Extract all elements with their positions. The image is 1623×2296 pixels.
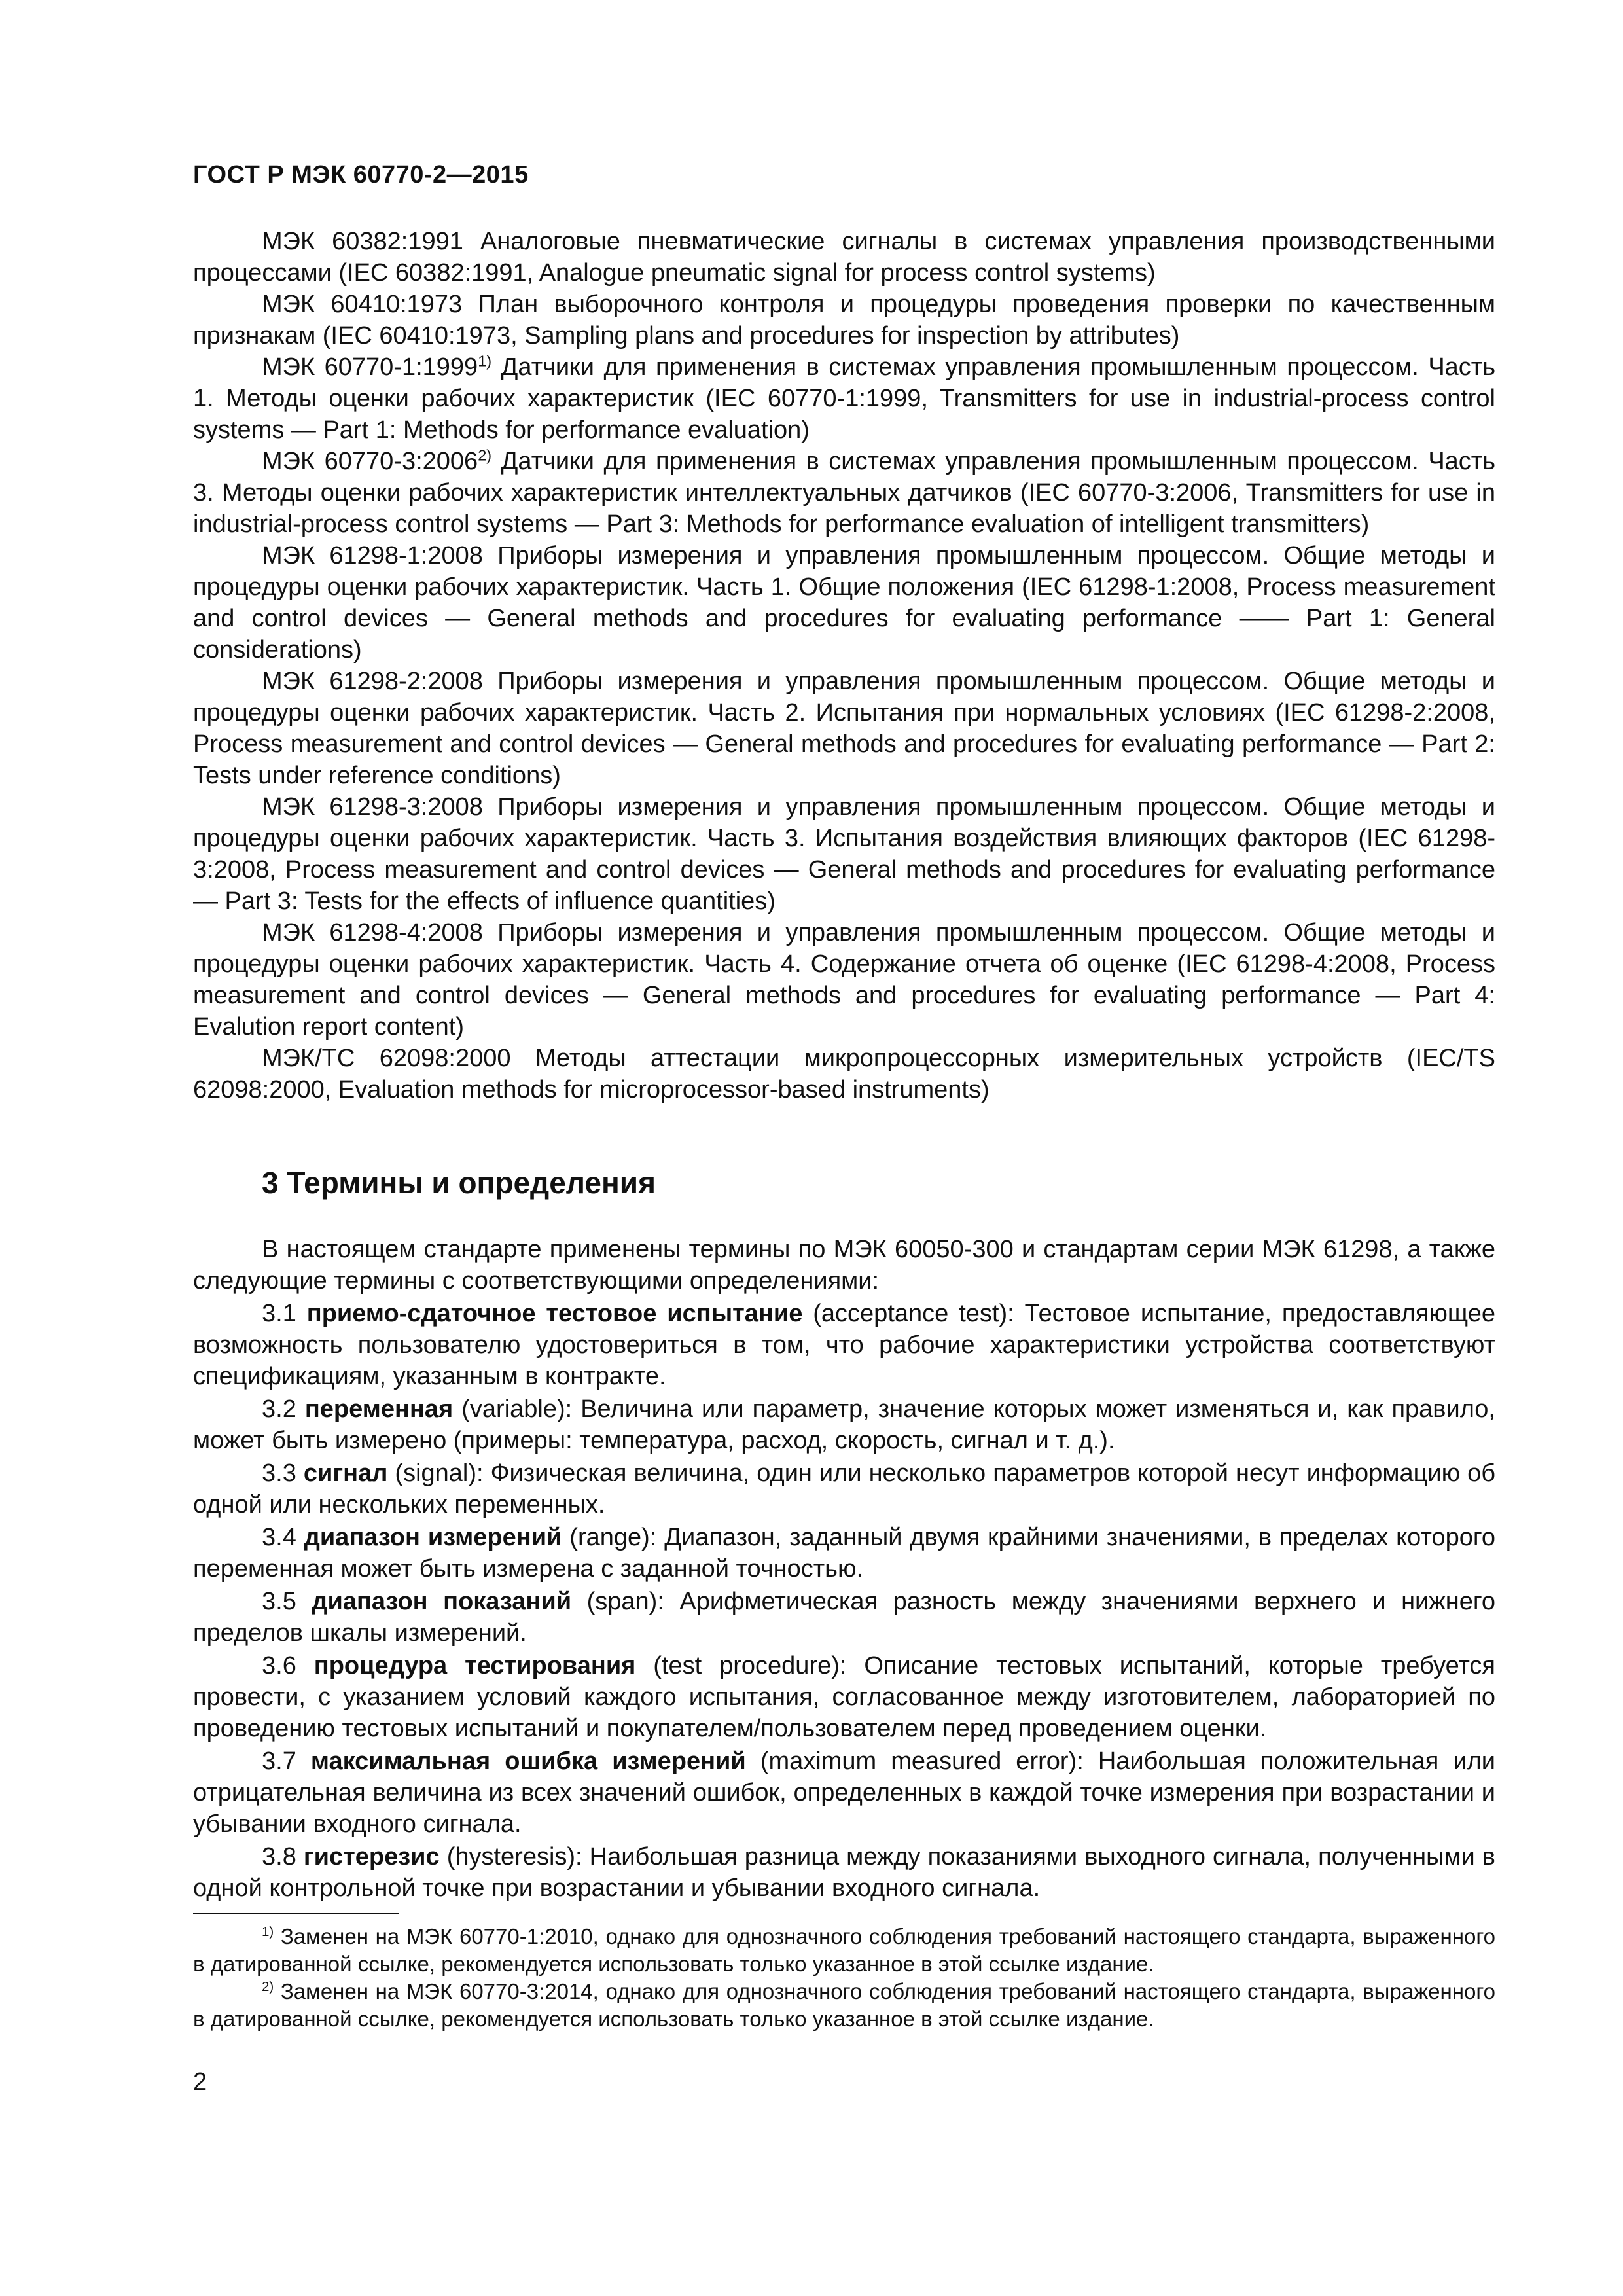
term-item (193, 1393, 1495, 1456)
reference-item (193, 226, 1495, 289)
reference-code: МЭК 61298-1:2008 (262, 542, 483, 569)
reference-item (193, 446, 1495, 540)
terms-list (193, 1234, 1495, 1905)
term-definition: (test procedure): Описание тестовых испытаний, которые требуется провести, с указанием условий каждого испытания, согласованное между изготовителем, лабораторией по проведению тестовых испытаний и покупателем/пользователем перед проведением оценки. (193, 1652, 1495, 1742)
reference-code: МЭК 60382:1991 (262, 228, 463, 255)
term-name: переменная (304, 1395, 454, 1423)
reference-item (193, 1043, 1495, 1105)
reference-code: МЭК 60770-3:2006 (262, 448, 478, 475)
reference-text: Методы аттестации микропроцессорных измерительных устройств (IEC/TS 62098:2000, Evaluation methods for microprocessor-based instruments) (193, 1045, 1495, 1103)
term-definition: (signal): Физическая величина, один или несколько параметров которой несут информацию об одной или нескольких переменных. (193, 1460, 1495, 1518)
term-item (193, 1586, 1495, 1649)
reference-item (193, 540, 1495, 666)
reference-item (193, 666, 1495, 791)
term-item (193, 1746, 1495, 1840)
reference-item (193, 917, 1495, 1043)
footnote-item (193, 1978, 1495, 2033)
reference-item (193, 289, 1495, 351)
term-number: 3.5 (262, 1588, 312, 1615)
normative-references-list (193, 226, 1495, 1105)
term-definition: (variable): Величина или параметр, значение которых может изменяться и, как правило, может быть измерено (примеры: температура, расход, скорость, сигнал и т. д.). (193, 1395, 1495, 1454)
term-number: 3.8 (262, 1843, 304, 1871)
running-header: ГОСТ Р МЭК 60770-2—2015 (193, 161, 529, 188)
term-item (193, 1841, 1495, 1904)
reference-text: План выборочного контроля и процедуры проведения проверки по качественным признакам (IEC 60410:1973, Sampling plans and procedures for inspection by attributes) (193, 291, 1496, 350)
term-name: максимальная ошибка измерений (310, 1748, 746, 1775)
term-item (193, 1522, 1495, 1585)
reference-code: МЭК 61298-2:2008 (262, 668, 483, 695)
footnotes (193, 1923, 1495, 2033)
term-item (193, 1650, 1495, 1744)
term-number: 3.7 (262, 1748, 311, 1775)
footnote-text: Заменен на МЭК 60770-3:2014, однако для однозначного соблюдения требований настоящего стандарта, выраженного в датированной ссылке, рекомендуется использовать только указанное в этой ссылке издание. (193, 1979, 1495, 2031)
reference-code: МЭК 60410:1973 (262, 291, 463, 318)
reference-code: МЭК 61298-4:2008 (262, 919, 483, 946)
footnote-mark: 2) (478, 446, 492, 464)
page-number: 2 (193, 2068, 207, 2096)
footnote-item (193, 1923, 1495, 1978)
term-definition: (span): Арифметическая разность между значениями верхнего и нижнего пределов шкалы измерений. (193, 1588, 1495, 1647)
term-item (193, 1458, 1495, 1520)
term-number: 3.4 (262, 1524, 304, 1551)
term-name: диапазон показаний (312, 1588, 572, 1615)
footnote-mark: 1) (262, 1924, 274, 1939)
term-definition: (range): Диапазон, заданный двумя крайними значениями, в пределах которого переменная может быть измерена с заданной точностью. (193, 1524, 1495, 1583)
term-name: процедура тестирования (313, 1652, 636, 1679)
footnote-separator (193, 1913, 399, 1914)
reference-text: Приборы измерения и управления промышленным процессом. Общие методы и процедуры оценки рабочих характеристик. Часть 1. Общие положения (IEC 61298-1:2008, Process measurement and control devices — General methods and procedures for evaluating performance —— Part 1: General considerations) (193, 542, 1495, 664)
section-heading: 3 Термины и определения (262, 1166, 656, 1200)
reference-text: Аналоговые пневматические сигналы в системах управления производственными процессами (IEC 60382:1991, Analogue pneumatic signal for process control systems) (193, 228, 1495, 287)
section-intro: В настоящем стандарте применены термины по МЭК 60050-300 и стандартам серии МЭК 61298, а также следующие термины с соответствующими определениями: (193, 1236, 1495, 1295)
reference-item (193, 351, 1495, 446)
reference-item (193, 791, 1495, 917)
term-number: 3.2 (262, 1395, 305, 1423)
term-number: 3.1 (262, 1300, 307, 1327)
term-name: гистерезис (303, 1843, 440, 1871)
reference-code: МЭК 61298-3:2008 (262, 793, 483, 821)
reference-code: МЭК 60770-1:1999 (262, 353, 478, 381)
term-item (193, 1298, 1495, 1392)
term-definition: (maximum measured error): Наибольшая положительная или отрицательная величина из всех значений ошибок, определенных в каждой точке измерения при возрастании и убывании входного сигнала. (193, 1748, 1495, 1838)
term-number: 3.3 (262, 1460, 304, 1487)
reference-text: Приборы измерения и управления промышленным процессом. Общие методы и процедуры оценки рабочих характеристик. Часть 2. Испытания при нормальных условиях (IEC 61298-2:2008, Process measurement and control devices — General methods and procedures for evaluating performance — Part 2: Tests under reference conditions) (193, 668, 1495, 789)
term-definition: (hysteresis): Наибольшая разница между показаниями выходного сигнала, полученными в одной контрольной точке при возрастании и убывании входного сигнала. (193, 1843, 1495, 1902)
reference-text: Приборы измерения и управления промышленным процессом. Общие методы и процедуры оценки рабочих характеристик. Часть 3. Испытания воздействия влияющих факторов (IEC 61298-3:2008, Process measurement and control devices — General methods and procedures for evaluating performance — Part 3: Tests for the effects of influence quantities) (193, 793, 1495, 915)
footnote-text: Заменен на МЭК 60770-1:2010, однако для однозначного соблюдения требований настоящего стандарта, выраженного в датированной ссылке, рекомендуется использовать только указанное в этой ссылке издание. (193, 1924, 1495, 1976)
footnote-mark: 2) (262, 1979, 274, 1994)
term-name: сигнал (303, 1460, 388, 1487)
reference-text: Датчики для применения в системах управления промышленным процессом. Часть 3. Методы оценки рабочих характеристик интеллектуальных датчиков (IEC 60770-3:2006, Transmitters for use in industrial-process control systems — Part 3: Methods for performance evaluation of intelligent transmitters) (193, 448, 1495, 538)
footnote-mark: 1) (478, 352, 492, 370)
reference-code: МЭК/ТС 62098:2000 (262, 1045, 511, 1072)
reference-text: Датчики для применения в системах управления промышленным процессом. Часть 1. Методы оценки рабочих характеристик (IEC 60770-1:1999, Transmitters for use in industrial-process control systems — Part 1: Methods for performance evaluation) (193, 353, 1495, 444)
term-name: приемо-сдаточное тестовое испытание (306, 1300, 803, 1327)
term-definition: (acceptance test): Тестовое испытание, предоставляющее возможность пользователю удостовериться в том, что рабочие характеристики устройства соответствуют спецификациям, указанным в контракте. (193, 1300, 1495, 1390)
term-number: 3.6 (262, 1652, 314, 1679)
reference-text: Приборы измерения и управления промышленным процессом. Общие методы и процедуры оценки рабочих характеристик. Часть 4. Содержание отчета об оценке (IEC 61298-4:2008, Process measurement and control devices — General methods and procedures for evaluating performance — Part 4: Evalution report content) (193, 919, 1495, 1041)
term-name: диапазон измерений (304, 1524, 562, 1551)
